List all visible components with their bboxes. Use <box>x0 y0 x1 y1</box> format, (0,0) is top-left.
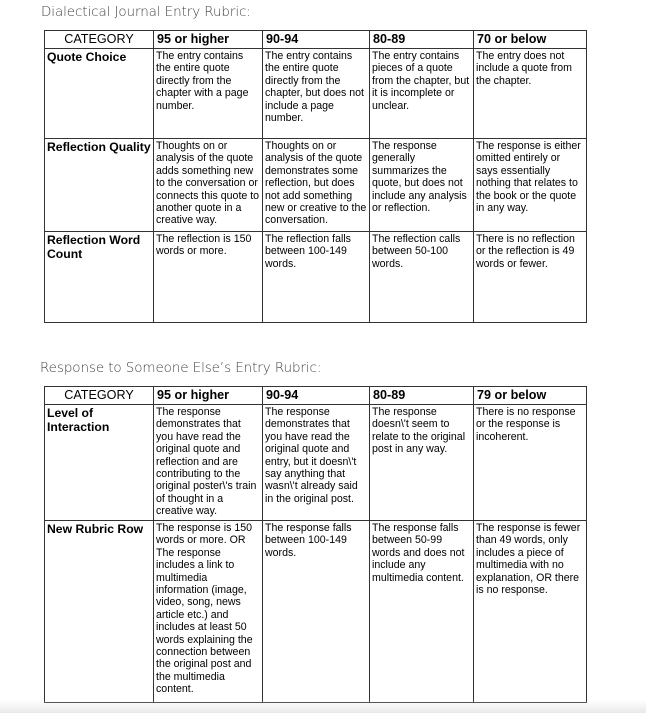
rubric-2-title: Response to Someone Else’s Entry Rubric: <box>40 360 322 376</box>
header-score-2: 90-94 <box>263 387 370 405</box>
rubric-cell: The response doesn\'t seem to relate to the original post in any way. <box>370 405 474 521</box>
rubric-cell: The response falls between 50-99 words and does not include any multimedia content. <box>370 521 474 703</box>
row-label: Level of Interaction <box>45 405 154 521</box>
rubric-cell: The response generally summarizes the quote, but does not include any analysis or reflection. <box>370 139 474 232</box>
dialectical-journal-rubric-table <box>44 30 587 323</box>
rubric-cell: The entry contains the entire quote directly from the chapter, but does not include a page number. <box>263 49 370 139</box>
response-rubric-table <box>44 386 587 703</box>
header-category: CATEGORY <box>45 31 154 49</box>
rubric-cell: There is no response or the response is incoherent. <box>474 405 587 521</box>
header-score-2: 90-94 <box>263 31 370 49</box>
header-score-4: 79 or below <box>474 387 587 405</box>
header-score-3: 80-89 <box>370 31 474 49</box>
rubric-cell: Thoughts on or analysis of the quote demonstrates some reflection, but does not add something new or creative to the conversation. <box>263 139 370 232</box>
rubric-cell: The response demonstrates that you have read the original quote and reflection and are contributing to the original poster\'s train of thought in a creative way. <box>154 405 263 521</box>
header-score-1: 95 or higher <box>154 31 263 49</box>
rubric-cell: The response is fewer than 49 words, only includes a piece of multimedia with no explanation, OR there is no response. <box>474 521 587 703</box>
table-row <box>45 521 587 703</box>
rubric-cell: The entry contains the entire quote directly from the chapter with a page number. <box>154 49 263 139</box>
header-score-1: 95 or higher <box>154 387 263 405</box>
header-category: CATEGORY <box>45 387 154 405</box>
row-label: New Rubric Row <box>45 521 154 703</box>
table-row <box>45 232 587 323</box>
table-row <box>45 405 587 521</box>
rubric-cell: The entry contains pieces of a quote from the chapter, but it is incomplete or unclear. <box>370 49 474 139</box>
table-row <box>45 49 587 139</box>
rubric-cell: There is no reflection or the reflection is 49 words or fewer. <box>474 232 587 323</box>
row-label: Reflection Quality <box>45 139 154 232</box>
rubric-cell: Thoughts on or analysis of the quote adds something new to the conversation or connects this quote to another quote in a creative way. <box>154 139 263 232</box>
rubric-cell: The reflection calls between 50-100 words. <box>370 232 474 323</box>
row-label: Reflection Word Count <box>45 232 154 323</box>
header-score-3: 80-89 <box>370 387 474 405</box>
rubric-cell: The response is 150 words or more. OR The response includes a link to multimedia information (image, video, song, news article etc.) and includes at least 50 words explaining the connection between the original post and the multimedia content. <box>154 521 263 703</box>
rubric-cell: The reflection is 150 words or more. <box>154 232 263 323</box>
rubric-1-title: Dialectical Journal Entry Rubric: <box>41 4 251 20</box>
rubric-cell: The reflection falls between 100-149 words. <box>263 232 370 323</box>
bottom-fade <box>0 700 646 713</box>
rubric-cell: The response demonstrates that you have read the original quote and entry, but it doesn\'t say anything that wasn\'t already said in the original post. <box>263 405 370 521</box>
rubric-cell: The response is either omitted entirely or says essentially nothing that relates to the book or the quote in any way. <box>474 139 587 232</box>
rubric-header-row <box>45 31 587 49</box>
table-row <box>45 139 587 232</box>
rubric-header-row <box>45 387 587 405</box>
rubric-cell: The entry does not include a quote from the chapter. <box>474 49 587 139</box>
rubric-cell: The response falls between 100-149 words. <box>263 521 370 703</box>
row-label: Quote Choice <box>45 49 154 139</box>
header-score-4: 70 or below <box>474 31 587 49</box>
